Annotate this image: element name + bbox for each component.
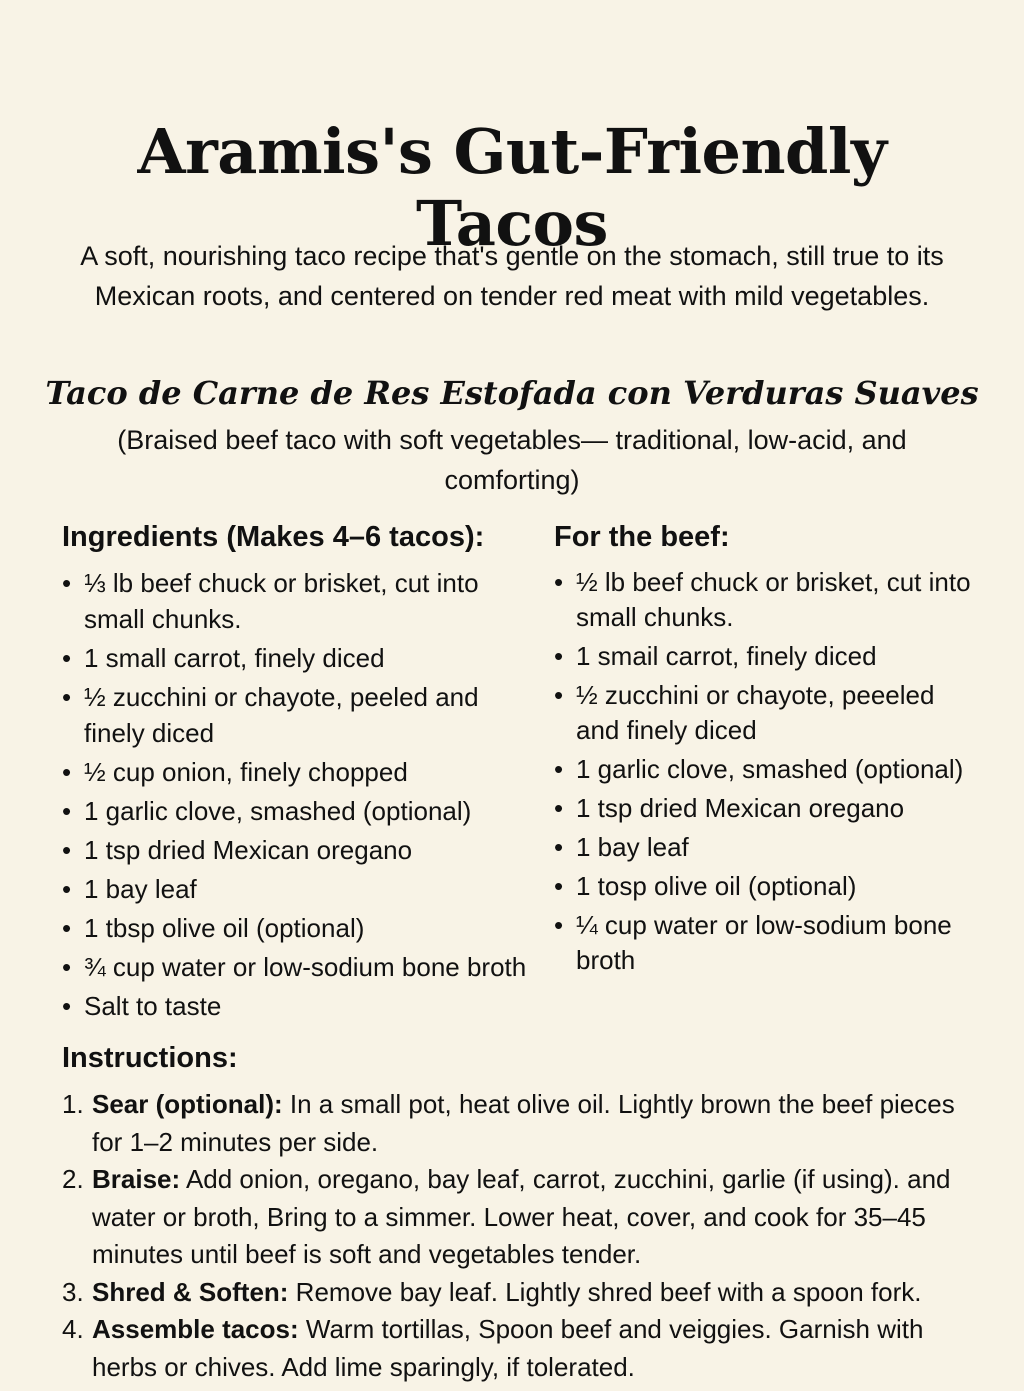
- page-subtitle: A soft, nourishing taco recipe that's gentle on the stomach, still true to its Mexican roots, and centered on tender red meat with mild vegetables.: [80, 241, 944, 311]
- list-item: • 1 small carrot, finely diced: [62, 640, 532, 676]
- dish-name: Taco de Carne de Res Estofada con Verduras Suaves: [45, 374, 979, 412]
- page-title: Aramis's Gut-Friendly Tacos: [137, 114, 887, 260]
- step-number: 4.: [62, 1314, 84, 1344]
- list-item: • 1 tbsp olive oil (optional): [62, 910, 532, 946]
- step-label: Assemble tacos:: [92, 1314, 299, 1344]
- step-text: Add onion, oregano, bay leaf, carrot, zucchini, garlie (if using). and water or broth, Bring to a simmer. Lower heat, cover, and cook for 35–45 minutes until beef is soft and vegetables tender.: [92, 1164, 951, 1269]
- step-text: Remove bay leaf. Lightly shred beef with a spoon fork.: [288, 1276, 922, 1307]
- instructions-heading: Instructions:: [62, 1042, 238, 1074]
- list-item: • ½ lb beef chuck or brisket, cut into small chunks.: [554, 565, 974, 635]
- beef-list: [554, 565, 974, 978]
- list-item: • ¼ cup water or low-sodium bone broth: [554, 908, 974, 978]
- list-item: • ⅓ lb beef chuck or brisket, cut into small chunks.: [62, 565, 532, 637]
- list-item: • ½ zucchini or chayote, peeled and finely diced: [62, 679, 532, 751]
- list-item: • ½ cup onion, finely chopped: [62, 754, 532, 790]
- list-item: • 1 tsp dried Mexican oregano: [554, 791, 974, 826]
- list-item: • 1 tosp olive oil (optional): [554, 869, 974, 904]
- instruction-step: [62, 1086, 962, 1161]
- step-text: In a small pot, heat olive oil. Lightly brown the beef pieces for 1–2 minutes per side.: [92, 1089, 955, 1157]
- step-label: Sear (optional):: [92, 1089, 283, 1119]
- dish-description: (Braised beef taco with soft vegetables— traditional, low-acid, and comforting): [117, 425, 907, 495]
- list-item: • ¾ cup water or low-sodium bone broth: [62, 949, 532, 985]
- step-text: Warm tortillas, Spoon beef and veiggies. Garnish with herbs or chives. Add lime sparingly, if tolerated.: [92, 1314, 924, 1382]
- list-item: • 1 bay leaf: [554, 830, 974, 865]
- instruction-step: [62, 1274, 962, 1312]
- list-item: • 1 garlic clove, smashed (optional): [62, 793, 532, 829]
- step-number: 1.: [62, 1089, 84, 1119]
- ingredients-heading: Ingredients (Makes 4–6 tacos):: [62, 521, 485, 553]
- list-item: • 1 bay leaf: [62, 871, 532, 907]
- instruction-step: [62, 1311, 962, 1386]
- step-number: 2.: [62, 1164, 84, 1194]
- list-item: • 1 smail carrot, finely diced: [554, 639, 974, 674]
- beef-heading: For the beef:: [554, 521, 730, 553]
- instructions-section: [62, 1040, 962, 1386]
- ingredients-section: [62, 519, 532, 1027]
- list-item: • 1 garlic clove, smashed (optional): [554, 752, 974, 787]
- list-item: • Salt to taste: [62, 988, 532, 1024]
- beef-section: [554, 519, 974, 982]
- list-item: • ½ zucchini or chayote, peeeled and finely diced: [554, 678, 974, 748]
- step-number: 3.: [62, 1276, 84, 1307]
- instructions-list: [62, 1086, 962, 1386]
- ingredients-list: [62, 565, 532, 1024]
- step-label: Braise:: [92, 1164, 181, 1194]
- step-label: Shred & Soften:: [92, 1276, 289, 1307]
- list-item: • 1 tsp dried Mexican oregano: [62, 832, 532, 868]
- instruction-step: [62, 1161, 962, 1274]
